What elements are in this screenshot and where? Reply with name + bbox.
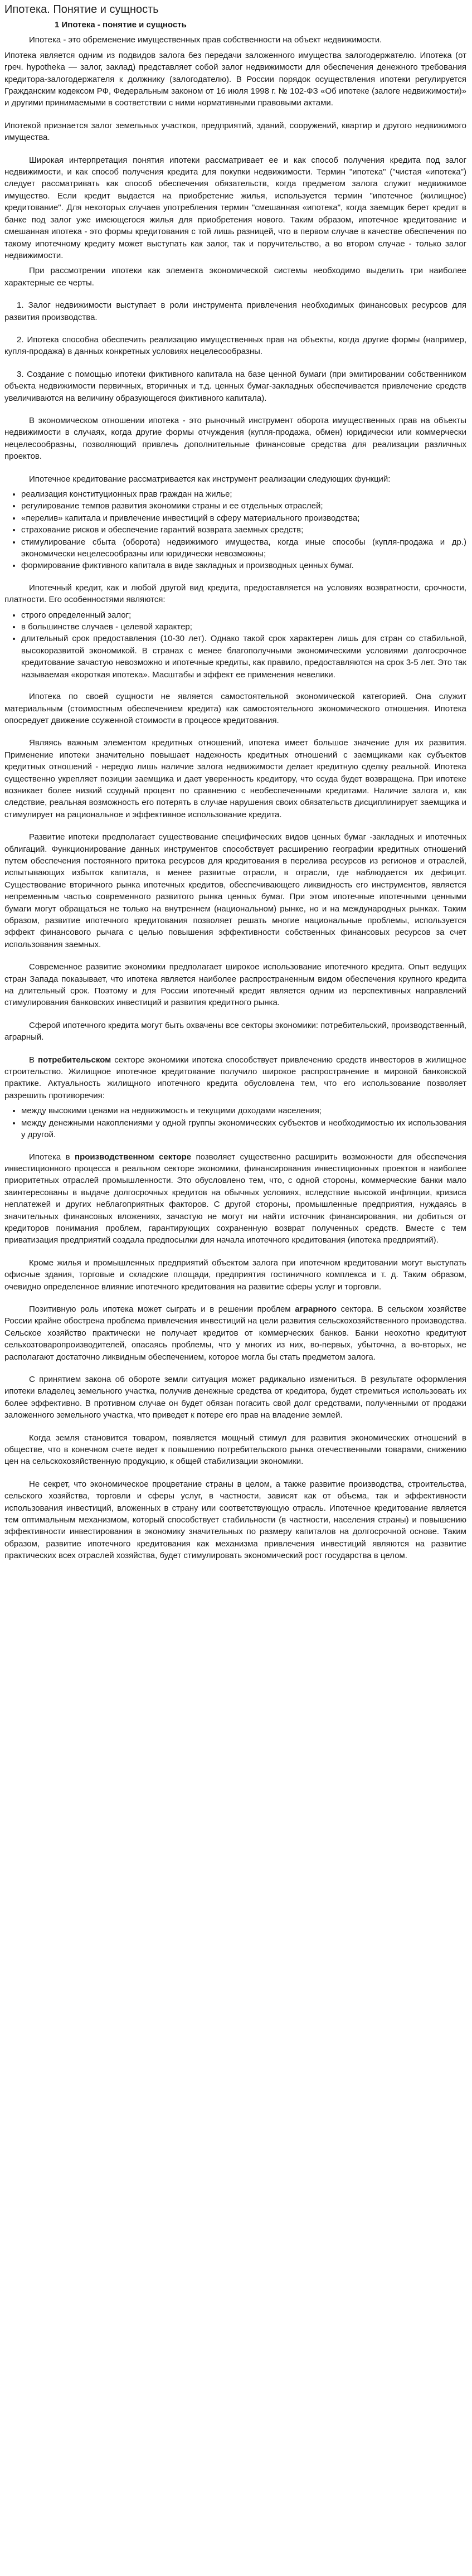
list-item: • строго определенный залог; [21,609,466,621]
paragraph: Широкая интерпретация понятия ипотеки рассматривает ее и как способ получения кредита под залог недвижимости, и как способ получения кредита для покупки недвижимости. Термин "ипотека" ("чистая «ипотека") следует рассматривать как способ обеспечения обязательств, когда предметом залога служит недвижимое имущество. Если кредит выдается на приобретение жилья, используется термин "ипотечное (жилищное) кредитование". Для некоторых случаев употребления термин "смешанная «ипотека", когда заемщик берет кредит в банке под залог уже имеющегося жилья для приобретения нового. Таким образом, ипотечное кредитование и смешанная ипотека - это формы кредитования с той лишь разницей, что в первом случае в качестве обеспечения по такому ипотечному кредиту может выступать как залог, так и поручительство, а во втором случае - только залог недвижимости. [4,155,466,260]
text-run: В [29,1055,38,1065]
list-item: • регулирование темпов развития экономики страны и ее отдельных отраслей; [21,500,466,512]
paragraph: С принятием закона об обороте земли ситуация может радикально измениться. В результате оформления ипотеки владелец земельного участка, получив денежные средства от кредитора, будет стремиться использовать их более эффективно. В противном случае он будет обязан погасить свой долг средствами, полученными от продажи заложенного земельного участка, что приведет к потере его прав на владение землей. [4,1375,466,1420]
paragraph: Сферой ипотечного кредита могут быть охвачены все секторы экономики: потребительский, производственный, аграрный. [4,1020,466,1042]
paragraph: Ипотека по своей сущности не является самостоятельной экономической категорией. Она служит материальным (стоимостным обеспечением кредита) как самостоятельного экономического отношения. Ипотека опосредует движение ссуженной стоимости в процессе кредитования. [4,692,466,725]
paragraph: Являясь важным элементом кредитных отношений, ипотека имеет большое значение для их развития. Применение ипотеки значительно повышает надежность кредитных отношений с заемщиками как субъектов кредитных отношений - нередко лишь наличие залога недвижимости делает кредитную сделку реальной. Ипотека существенно укрепляет позиции заемщика и дает уверенность кредитору, что ссуда будет возвращена. При ипотеке возникает более низкий ссудный процент по сравнению с необеспеченными кредитами. Наличие залога и, как следствие, реальная возможность его потерять в случае нарушения своих обязательств дисциплинирует заемщика и стимулирует на рациональное и эффективное использование кредита. [4,738,466,819]
list-item: 3. Создание с помощью ипотеки фиктивного капитала на базе ценной бумаги (при эмитировании собственником объекта недвижимости первичных, вторичных и т.д. ценных бумаг-закладных обеспечивается привлечение средств увеличиваются на величину образующегося фиктивного капитала). [4,369,466,403]
list-item: • «перелив» капитала и привлечение инвестиций в сферу материального производства; [21,512,466,524]
paragraph: Ипотека - это обременение имущественных прав собственности на объект недвижимости. [29,35,382,45]
list-item: • длительный срок предоставления (10-30 лет). Однако такой срок характерен лишь для стран со стабильной, высокоразвитой экономикой. В странах с менее благополучными экономическими условиями долгосрочное кредитование зачастую невозможно и ипотечные кредиты, как правило, предоставляются на срок 3-5 лет. Это так называемая «короткая ипотека». Масштабы и эффект ее применения невелики. [21,633,466,681]
paragraph: Ипотека является одним из подвидов залога без передачи заложенного имущества залогодержателю. Ипотека (от греч. hypotheka — залог, заклад) представляет собой залог недвижимости для обеспечения денежного требования кредитора-залогодержателя к должнику (залогодателю). В России порядок осуществления ипотеки регулируется Гражданским кодексом РФ, Федеральным законом от 16 июля 1998 г. № 102-ФЗ «Об ипотеке (залоге недвижимости)» и другими принимаемыми в соответствии с ними нормативными правовыми актами. [4,50,466,108]
bold-term: производственном секторе [75,1152,192,1162]
paragraph: В экономическом отношении ипотека - это рыночный инструмент оборота имущественных прав на объекты недвижимости в случаях, когда другие формы отчуждения (купля-продажа, обмен) юридически или коммерчески нецелесообразны, позволяющий привлечь дополнительные финансовые средства для реализации различных проектов. [4,415,466,462]
paragraph: Ипотечное кредитование рассматривается как инструмент реализации следующих функций: [29,474,391,484]
text-run: Позитивную роль ипотека может сыграть и в решении проблем [29,1304,295,1314]
paragraph: Ипотекой признается залог земельных участков, предприятий, зданий, сооружений, квартир и другого недвижимого имущества. [4,120,466,143]
paragraph [4,1151,466,1246]
list-item: • между денежными накоплениями у одной группы экономических субъектов и необходимостью их использования у другой. [21,1117,466,1141]
text-run: секторе экономики ипотека способствует привлечению средств инвесторов в жилищное строительство. Жилищное ипотечное кредитование получило широкое распространение в мировой банковской практике. Актуальность жилищного ипотечного кредита обусловлена тем, что его использование позволяет разрешить противоречия: [4,1055,466,1100]
contradictions-list [4,1105,466,1141]
paragraph: Современное развитие экономики предполагает широкое использование ипотечного кредита. Опыт ведущих стран Запада показывает, что ипотека является наиболее распространенным видом обеспечения крупного кредита на длительный срок. Поэтому и для России ипотечный кредит является одним из перспективных направлений стимулирования банковских инвестиций и развития кредитного рынка. [4,962,466,1008]
section-title: 1 Ипотека - понятие и сущность [55,20,187,30]
paragraph: Развитие ипотеки предполагает существование специфических видов ценных бумаг -закладных и ипотечных облигаций. Функционирование данных инструментов способствует расширению географии кредитных отношений путем обеспечения постоянного притока ресурсов для кредитования в перелива ресурсов из регионов и отраслей, испытывающих избыток капитала, в менее развитые отрасли, в отрасли, где наблюдается их дефицит. Существование вторичного рынка ипотечных кредитов, обеспечивающего ликвидность его инструментов, является непременным частью современного развитого рынка ценных бумаг. При этом ипотечные ипотечными ценными бумаги могут обращаться не только на внутреннем (национальном) рынке, но и на международных рынках. Таким образом, развитие ипотечного кредитования позволяет решать многие национальные проблемы, используется эффект финансового рычага с целью повышения эффективности собственных финансовых ресурсов за счет использования заемных. [4,832,466,949]
paragraph [4,1303,466,1363]
list-item: • формирование фиктивного капитала в виде закладных и производных ценных бумаг. [21,560,466,571]
list-item: 1. Залог недвижимости выступает в роли инструмента привлечения необходимых финансовых ресурсов для развития производства. [4,300,466,322]
bold-term: аграрного [295,1304,337,1314]
list-item: • между высокими ценами на недвижимость и текущими доходами населения; [21,1105,466,1117]
bold-term: потребительском [38,1055,111,1065]
features-list [4,609,466,681]
numbered-list [4,299,466,404]
text-run: сектора. В сельском хозяйстве России крайне обострена проблема привлечения инвестиций на цели развития сельскохозяйственного производства. Сельское хозяйство практически не получает кредитов от коммерческих банков. Банки неохотно кредитуют сельхозтоваропроизводителей, опасаясь проблемы, что у многих из них, во-первых, убыточна, а во-вторых, не располагают достаточно ликвидным обеспечением, которое могла бы стать предметом залога. [4,1304,467,1362]
text-run: позволяет существенно расширить возможности для обеспечения инвестиционного процесса в реальном секторе экономики, финансирования инвестиционных проектов в наиболее приоритетных отраслей промышленности. Это обусловлено тем, что, с одной стороны, коммерческие банки мало заинтересованы в выдаче долгосрочных кредитов на обычных условиях, вследствие высокой инфляции, кризиса неплатежей и других неблагоприятных факторов. С другой стороны, промышленные предприятия, нуждаясь в значительных финансовых вложениях, зачастую не могут ни найти источник финансирования, ни добиться от кредиторов понимания проблем, гарантирующих сохраненную возврат полученных средств. Вместе с тем приватизация предприятий создала предпосылки для начала ипотечного кредитования (ипотека предприятий). [4,1152,466,1245]
paragraph: Кроме жилья и промышленных предприятий объектом залога при ипотечном кредитовании могут выступать офисные здания, торговые и складские площади, предприятия гостиничного комплекса и т. д. Таким образом, очевидно определенное влияние ипотечного кредитования на развитие сферы услуг и торговли. [4,1258,466,1292]
paragraph: Когда земля становится товаром, появляется мощный стимул для развития экономических отношений в обществе, что в конечном счете ведет к повышению потребительского рынка отечественными товарами, снижению цен на сельскохозяйственную продукцию, к общей стабилизации экономики. [4,1433,466,1467]
list-item: • стимулирование сбыта (оборота) недвижимого имущества, когда иные способы (купля-продажа и др.) экономически нецелесообразны или юридически невозможны; [21,536,466,560]
paragraph: При рассмотрении ипотеки как элемента экономической системы необходимо выделить три наиболее характерные ее черты. [4,266,466,288]
paragraph: Ипотечный кредит, как и любой другой вид кредита, предоставляется на условиях возвратности, срочности, платности. Его особенностями являются: [4,583,466,605]
list-item: 2. Ипотека способна обеспечить реализацию имущественных прав на объекты, когда другие формы (например, купля-продажа) в данных конкретных условиях нецелесообразны. [4,334,466,357]
page-title: Ипотека. Понятие и сущность [4,3,159,16]
text-run: Ипотека в [29,1152,75,1162]
list-item: • страхование рисков и обеспечение гарантий возврата заемных средств; [21,524,466,536]
list-item: • в большинстве случаев - целевой характер; [21,621,466,633]
paragraph [4,1054,466,1102]
paragraph: Не секрет, что экономическое процветание страны в целом, а также развитие производства, строительства, сельского хозяйства, торговли и сферы услуг, в частности, зависят как от объема, так и эффективности использования инвестиций, вложенных в страну или соответствующую отрасль. Ипотечное кредитование является тем оптимальным механизмом, который способствует стабильности (в частности, населения страны) и повышению эффективности инвестирования в экономику значительных по размеру капиталов на долгосрочной основе. Таким образом, развитие ипотечного кредитования как механизма привлечения инвестиций являются на развитие практических всех отраслей хозяйства, будет стимулировать экономический рост государства в целом. [4,1479,466,1561]
list-item: • реализация конституционных прав граждан на жилье; [21,488,466,500]
functions-list [4,488,466,572]
